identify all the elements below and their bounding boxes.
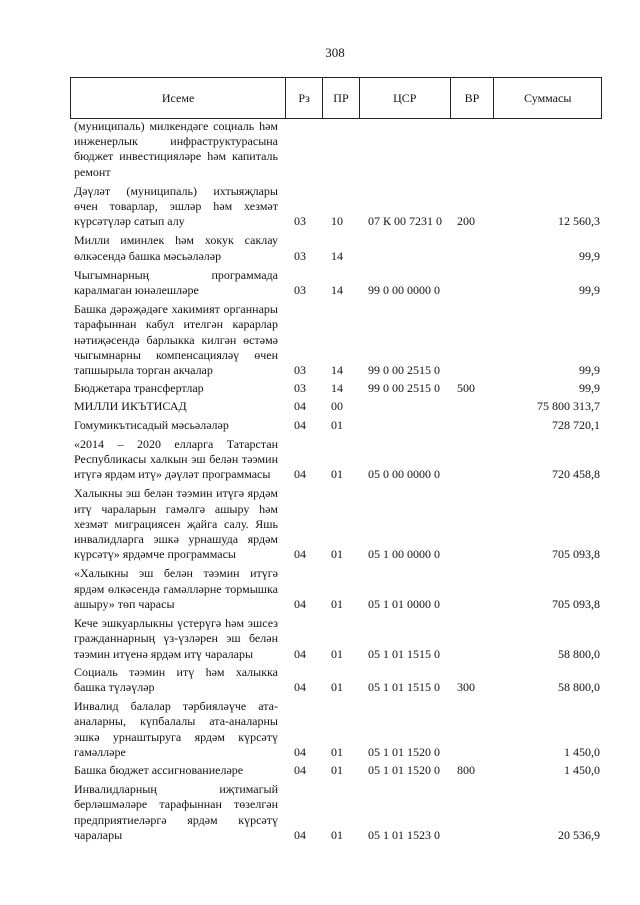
cell-pr: 01 [331, 762, 343, 777]
cell-sum: 728 720,1 [552, 417, 600, 432]
cell-name: Социаль тәэмин итү һәм халыкка башка түләүләр [74, 664, 278, 694]
budget-table [70, 77, 602, 843]
cell-name: Гомумикътисадый мәсьәләләр [74, 417, 229, 432]
cell-pr: 14 [331, 381, 343, 396]
header-pr: ПР [323, 78, 360, 118]
cell-pr: 01 [331, 827, 343, 842]
table-row [70, 302, 602, 378]
cell-sum: 58 800,0 [558, 646, 600, 661]
cell-vr: 500 [457, 381, 475, 396]
cell-rz: 04 [294, 762, 306, 777]
cell-pr: 01 [331, 646, 343, 661]
table-row [70, 665, 602, 695]
cell-rz: 04 [294, 547, 306, 562]
cell-pr: 01 [331, 467, 343, 482]
table-row [70, 268, 602, 298]
cell-sum: 99,9 [579, 248, 600, 263]
cell-csr: 05 1 01 1520 0 [368, 744, 440, 759]
cell-rz: 04 [294, 417, 306, 432]
cell-sum: 99,9 [579, 381, 600, 396]
cell-name: МИЛЛИ ИКЪТИСАД [74, 399, 187, 414]
table-header [70, 77, 602, 119]
cell-sum: 705 093,8 [552, 596, 600, 611]
table-row [70, 763, 602, 778]
cell-sum: 75 800 313,7 [537, 399, 600, 414]
table-row [70, 437, 602, 483]
cell-name: Башка дәрәҗәдәге хакимият органнары тарафыннан кабул ителгән карарлар нәтиҗәсендә барлыкка килгән өстәмә чыгымнарны компенсацияләү өчен тапшырыла торган акчалар [74, 302, 278, 378]
cell-rz: 04 [294, 399, 306, 414]
cell-sum: 99,9 [579, 283, 600, 298]
cell-csr: 05 1 01 1523 0 [368, 827, 440, 842]
cell-vr: 200 [457, 214, 475, 229]
cell-pr: 14 [331, 283, 343, 298]
cell-name: Бюджетара трансфертлар [74, 381, 204, 396]
table-row [70, 184, 602, 230]
cell-pr: 01 [331, 744, 343, 759]
cell-sum: 58 800,0 [558, 679, 600, 694]
cell-name: Чыгымнарның программада каралмаган юнәлешләре [74, 267, 278, 298]
cell-name: Инвалидларның иҗтимагый берләшмәләре тарафыннан төзелгән предприятиеләргә ярдәм күрсәтү чаралары [74, 782, 278, 842]
cell-pr: 01 [331, 417, 343, 432]
cell-rz: 03 [294, 248, 306, 263]
cell-rz: 04 [294, 827, 306, 842]
header-name: Исеме [71, 78, 286, 118]
table-row [70, 399, 602, 414]
cell-rz: 04 [294, 679, 306, 694]
cell-vr: 800 [457, 762, 475, 777]
cell-csr: 99 0 00 2515 0 [368, 363, 440, 378]
cell-csr: 05 1 01 1520 0 [368, 762, 440, 777]
cell-sum: 1 450,0 [564, 762, 600, 777]
cell-rz: 04 [294, 744, 306, 759]
cell-rz: 04 [294, 596, 306, 611]
cell-sum: 1 450,0 [564, 744, 600, 759]
table-row [70, 418, 602, 433]
cell-pr: 01 [331, 547, 343, 562]
table-row [70, 782, 602, 843]
cell-name: Кече эшкуарлыкны үстерүгә һәм эшсез гражданнарның үз-үзләрен эш белән тәэмин итүенә ярдәм итү чаралары [74, 616, 278, 661]
cell-csr: 05 0 00 0000 0 [368, 467, 440, 482]
cell-name: Дәүләт (муниципаль) ихтыяҗлары өчен товарлар, эшләр һәм хезмәт күрсәтүләр сатып алу [74, 183, 278, 229]
cell-sum: 12 560,3 [558, 214, 600, 229]
cell-pr: 01 [331, 596, 343, 611]
cell-name: Милли иминлек һәм хокук саклау өлкәсендә башка мәсьәләләр [74, 233, 278, 263]
table-row [70, 566, 602, 612]
cell-sum: 99,9 [579, 363, 600, 378]
page-number: 308 [325, 45, 345, 60]
table-body [70, 119, 602, 843]
cell-rz: 03 [294, 381, 306, 396]
table-row [70, 486, 602, 562]
cell-csr: 05 1 01 0000 0 [368, 596, 440, 611]
table-row [70, 233, 602, 263]
cell-pr: 00 [331, 399, 343, 414]
cell-pr: 14 [331, 363, 343, 378]
cell-pr: 01 [331, 679, 343, 694]
cell-sum: 705 093,8 [552, 547, 600, 562]
cell-rz: 03 [294, 363, 306, 378]
table-row [70, 381, 602, 396]
header-csr: ЦСР [360, 78, 451, 118]
cell-csr: 99 0 00 2515 0 [368, 381, 440, 396]
cell-csr: 05 1 01 1515 0 [368, 646, 440, 661]
cell-name: Инвалид балалар тәрбияләүче ата-аналарны, күпбалалы ата-аналарны эшкә урнаштыруга ярдәм күрсәтү гамәлләре [74, 699, 278, 759]
cell-rz: 03 [294, 283, 306, 298]
header-rz: Рз [286, 78, 323, 118]
cell-csr: 05 1 00 0000 0 [368, 547, 440, 562]
cell-sum: 20 536,9 [558, 827, 600, 842]
cell-rz: 03 [294, 214, 306, 229]
cell-csr: 07 К 00 7231 0 [368, 214, 443, 229]
cell-csr: 99 0 00 0000 0 [368, 283, 440, 298]
cell-name: Башка бюджет ассигнованиеләре [74, 762, 244, 777]
cell-rz: 04 [294, 646, 306, 661]
table-row [70, 119, 602, 180]
header-sum: Суммасы [524, 90, 572, 105]
cell-name: (муниципаль) милкендәге социаль һәм инженерлык инфраструктурасына бюджет инвестицияләре һәм капиталь ремонт [74, 119, 278, 179]
cell-csr: 05 1 01 1515 0 [368, 679, 440, 694]
table-row [70, 699, 602, 760]
cell-sum: 720 458,8 [552, 467, 600, 482]
header-vr: ВР [451, 78, 495, 118]
cell-pr: 10 [331, 214, 343, 229]
cell-pr: 14 [331, 248, 343, 263]
cell-rz: 04 [294, 467, 306, 482]
cell-name: Халыкны эш белән тәэмин итүгә ярдәм итү чараларын гамәлгә ашыру һәм хезмәт миграциясен җайга салу. Яшь инвалидларга эшкә урнашуда ярдәм күрсәтү» ярдәмче программасы [74, 486, 278, 562]
cell-vr: 300 [457, 679, 475, 694]
table-row [70, 616, 602, 662]
cell-name: «Халыкны эш белән тәэмин итүгә ярдәм өлкәсендә гамәлләрне тормышка ашыру» төп чарасы [74, 566, 278, 611]
cell-name: «2014 – 2020 елларга Татарстан Республикасы халкын эш белән тәэмин итүгә ярдәм итү» дәүләт программасы [74, 436, 278, 482]
